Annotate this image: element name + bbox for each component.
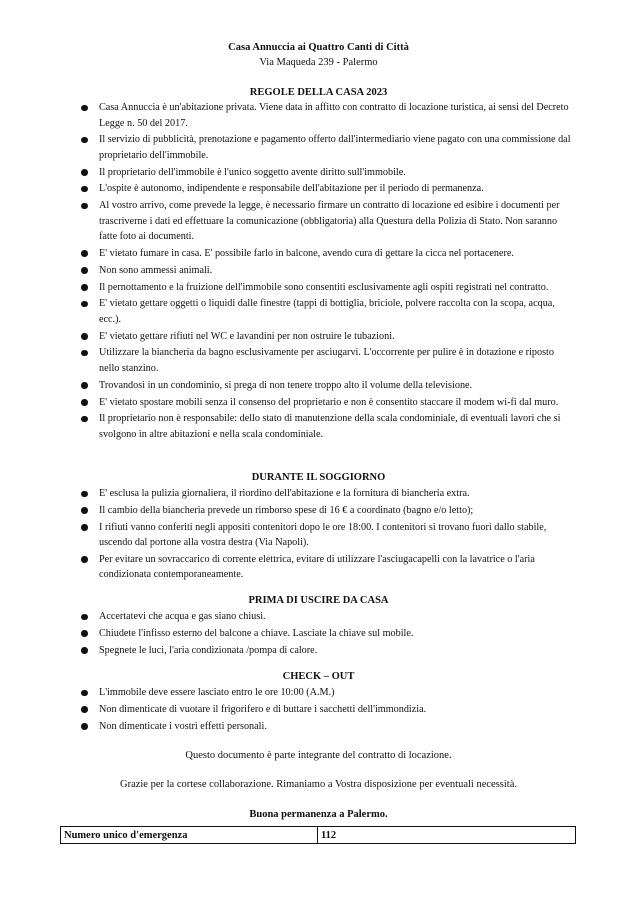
bullet-icon	[81, 507, 88, 514]
list-item-text: Non dimenticate di vuotare il frigorifero e di buttare i sacchetti dell'immondizia.	[99, 703, 427, 715]
emergency-number: 112	[318, 827, 576, 844]
bullet-icon	[81, 203, 88, 210]
list-item-text: I rifiuti vanno conferiti negli appositi contenitori dopo le ore 18:00. I contenitori si trovano fuori dallo stabile, uscendo dal portone alla vostra destra (Via Napoli).	[99, 521, 547, 549]
list-item-text: Il proprietario non è responsabile: dello stato di manutenzione della scala condominiale, di eventuali lavori che si svolgono in altre abitazioni e nella scala condominiale.	[99, 413, 561, 440]
emergency-row	[61, 827, 576, 844]
bullet-icon	[81, 630, 88, 637]
list-item-text: Il cambio della biancheria prevede un rimborso spese di 16 € a coordinato (bagno e/o letto);	[99, 504, 474, 516]
bullet-icon	[81, 556, 88, 563]
list-item-text: E' vietato gettare rifiuti nel WC e lavandini per non ostruire le tubazioni.	[99, 330, 395, 342]
bullet-icon	[81, 382, 88, 389]
list-item-text: Al vostro arrivo, come prevede la legge, è necessario firmare un contratto di locazione ed esibire i documenti per trascriverne i dati ed effettuare la comunicazione (obbligatoria) alla Questura della Polizia di Stato. Non saranno fatte foto ai documenti.	[99, 200, 560, 243]
list-item-text: Non dimenticate i vostri effetti personali.	[99, 720, 267, 732]
bullet-icon	[81, 333, 88, 340]
list-item-text: Casa Annuccia è un'abitazione privata. Viene data in affitto con contratto di locazione turistica, ai sensi del Decreto Legge n. 50 del 2017.	[99, 102, 569, 129]
address: Via Maqueda 239 - Palermo	[259, 57, 378, 68]
list-item-text: L'ospite è autonomo, indipendente e responsabile dell'abitazione per il periodo di permanenza.	[99, 183, 484, 195]
list-item-text: L'immobile deve essere lasciato entro le ore 10:00 (A.M.)	[99, 687, 335, 698]
bullet-icon	[81, 690, 88, 697]
list-item	[0, 378, 571, 394]
section-heading-before-leaving: PRIMA DI USCIRE DA CASA	[248, 595, 389, 606]
bullet-icon	[81, 350, 88, 357]
bullet-icon	[81, 169, 88, 176]
list-item-text: Non sono ammessi animali.	[99, 264, 213, 276]
list-item	[0, 296, 571, 327]
bullet-icon	[81, 614, 88, 621]
list-item	[0, 643, 571, 659]
bullet-icon	[81, 524, 88, 531]
rules-list	[0, 100, 637, 444]
thanks-note: Grazie per la cortese collaborazione. Rimaniamo a Vostra disposizione per eventuali necessità.	[119, 779, 517, 790]
list-item	[0, 411, 571, 442]
list-item	[0, 609, 571, 625]
list-item	[0, 702, 571, 718]
bullet-icon	[81, 416, 88, 423]
emergency-table	[60, 826, 576, 844]
list-item-text: Il servizio di pubblicità, prenotazione e pagamento offerto dall'intermediario viene pagato con una commissione dal proprietario dell'immobile.	[99, 134, 571, 161]
stay-list	[0, 486, 637, 584]
list-item	[0, 165, 571, 181]
emergency-label: Numero unico d'emergenza	[61, 827, 318, 844]
list-item	[0, 520, 571, 551]
list-item	[0, 280, 571, 296]
list-item-text: Trovandosi in un condominio, si prega di non tenere troppo alto il volume della televisione.	[99, 379, 473, 391]
list-item-text: Accertatevi che acqua e gas siano chiusi.	[99, 611, 266, 622]
bullet-icon	[81, 647, 88, 654]
list-item	[0, 132, 571, 163]
list-item	[0, 486, 571, 502]
bullet-icon	[81, 399, 88, 406]
document-title: Casa Annuccia ai Quattro Canti di Città	[228, 42, 409, 53]
list-item	[0, 100, 571, 131]
list-item-text: E' vietato spostare mobili senza il consenso del proprietario e non è consentito staccare il modem wi-fi dal muro.	[99, 396, 559, 408]
list-item-text: Spegnete le luci, l'aria condizionata /pompa di calore.	[99, 644, 318, 656]
closing-note: Buona permanenza a Palermo.	[249, 809, 388, 820]
list-item-text: Utilizzare la biancheria da bagno esclusivamente per asciugarvi. L'occorrente per pulire è in dotazione e riposto nello stanzino.	[99, 347, 554, 374]
list-item	[0, 345, 571, 376]
bullet-icon	[81, 706, 88, 713]
bullet-icon	[81, 284, 88, 291]
bullet-icon	[81, 137, 88, 144]
list-item	[0, 503, 571, 519]
list-item-text: E' vietato fumare in casa. E' possibile farlo in balcone, avendo cura di gettare la cicca nel portacenere.	[99, 247, 514, 259]
list-item-text: E' esclusa la pulizia giornaliera, il riordino dell'abitazione e la fornitura di biancheria extra.	[99, 488, 470, 499]
list-item	[0, 395, 571, 411]
bullet-icon	[81, 250, 88, 257]
bullet-icon	[81, 267, 88, 274]
list-item	[0, 198, 571, 245]
list-item	[0, 552, 571, 583]
list-item	[0, 719, 571, 735]
section-heading-checkout: CHECK – OUT	[282, 671, 355, 682]
bullet-icon	[81, 301, 88, 308]
list-item	[0, 329, 571, 345]
bullet-icon	[81, 105, 88, 112]
bullet-icon	[81, 186, 88, 193]
bullet-icon	[81, 491, 88, 498]
before-leaving-list	[0, 609, 637, 659]
section-heading-stay: DURANTE IL SOGGIORNO	[251, 472, 386, 483]
list-item	[0, 181, 571, 197]
list-item-text: Per evitare un sovraccarico di corrente elettrica, evitare di utilizzare l'asciugacapelli con la lavatrice o l'aria condizionata contemporaneamente.	[99, 553, 535, 581]
list-item-text: Chiudete l'infisso esterno del balcone a chiave. Lasciate la chiave sul mobile.	[99, 627, 414, 639]
section-heading-rules: REGOLE DELLA CASA 2023	[249, 87, 388, 98]
checkout-list	[0, 685, 637, 735]
contract-note: Questo documento è parte integrante del contratto di locazione.	[185, 750, 452, 761]
list-item-text: Il proprietario dell'immobile è l'unico soggetto avente diritto sull'immobile.	[99, 166, 406, 178]
list-item	[0, 263, 571, 279]
list-item-text: E' vietato gettare oggetti o liquidi dalle finestre (tappi di bottiglia, briciole, polvere raccolta con la scopa, acqua, ecc.).	[99, 298, 555, 325]
list-item	[0, 685, 571, 701]
list-item-text: Il pernottamento e la fruizione dell'immobile sono consentiti esclusivamente agli ospiti registrati nel contratto.	[99, 281, 549, 293]
list-item	[0, 246, 571, 262]
bullet-icon	[81, 723, 88, 730]
list-item	[0, 626, 571, 642]
